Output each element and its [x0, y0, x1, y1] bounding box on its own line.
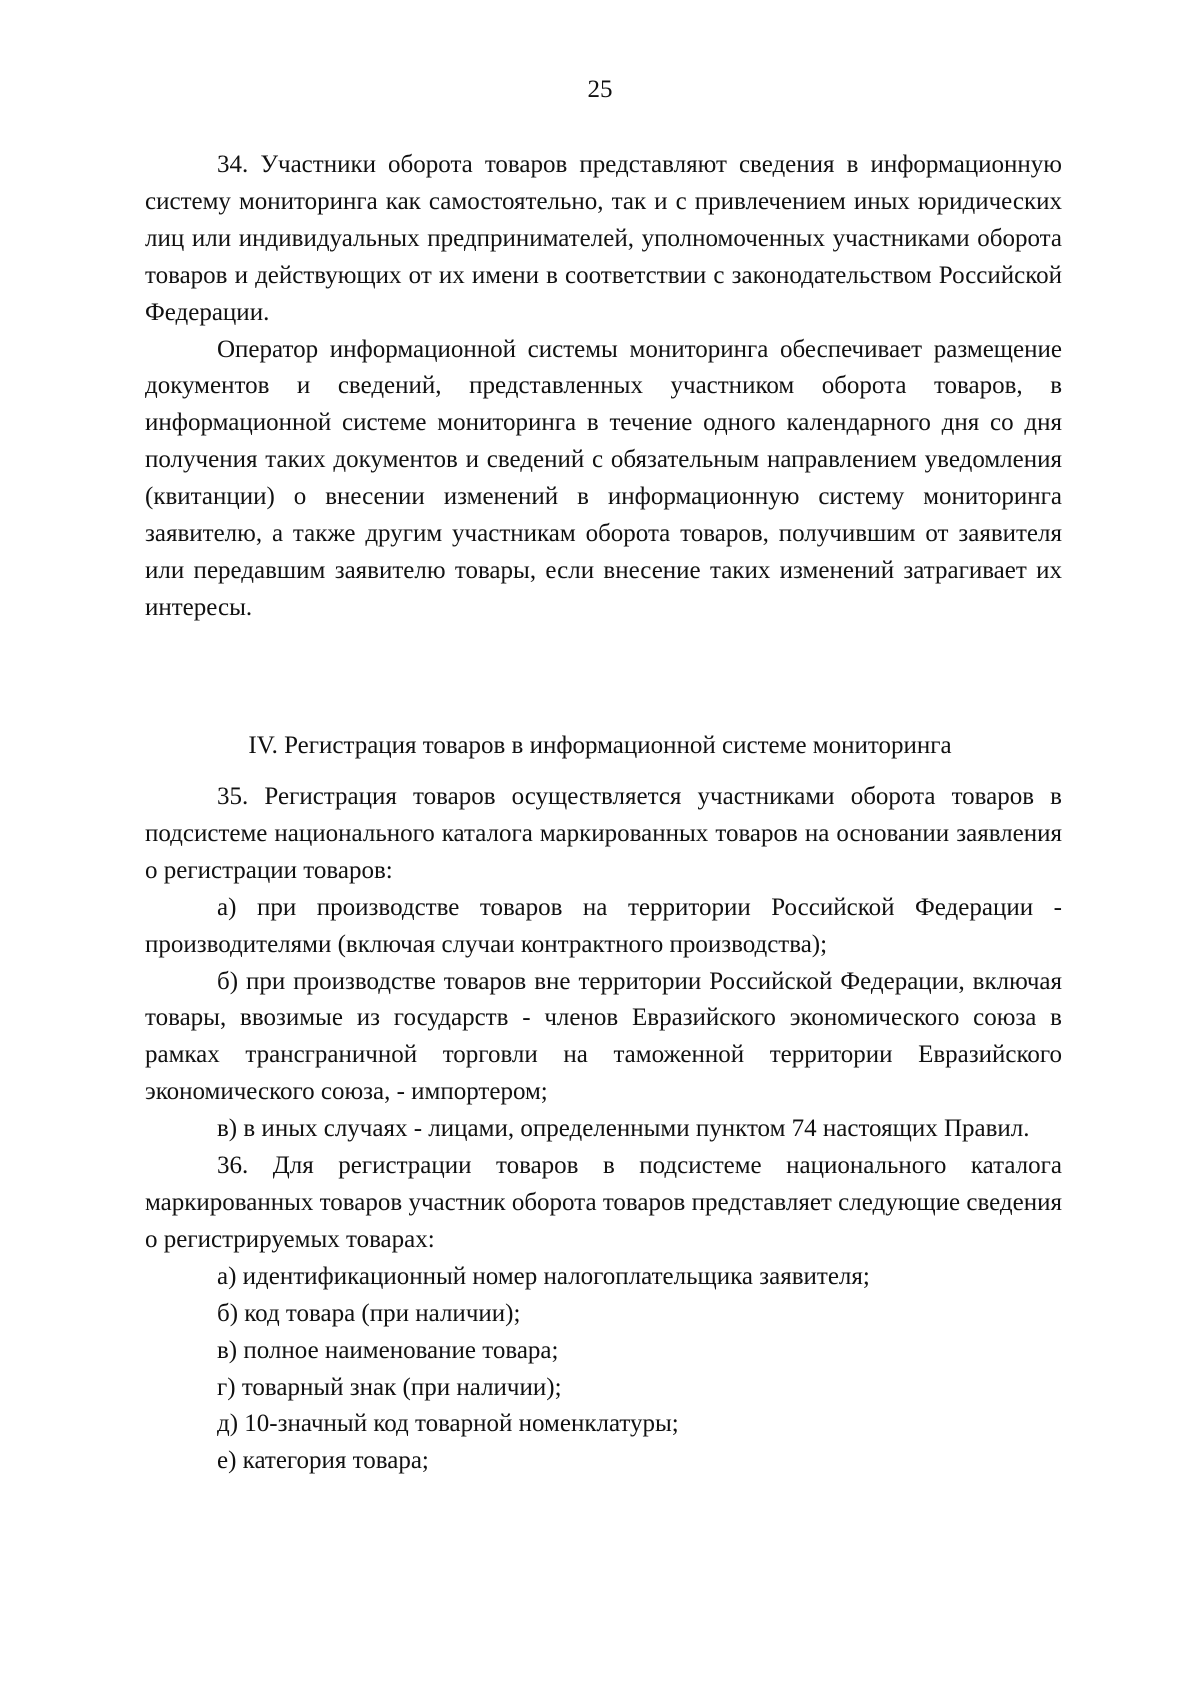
paragraph-35: 35. Регистрация товаров осуществляется участниками оборота товаров в подсистеме национального каталога маркированных товаров на основании заявления о регистрации товаров:	[145, 783, 1062, 884]
page-number: 25	[587, 76, 613, 103]
paragraph-operator: Оператор информационной системы мониторинга обеспечивает размещение документов и сведений, представленных участником оборота товаров, в информационной системе мониторинга в течение одного календарного дня со дня получения таких документов и сведений с обязательным направлением уведомления (квитанции) о внесении изменений в информационную систему мониторинга заявителю, а также другим участникам оборота товаров, получившим от заявителя или передавшим заявителю товары, если внесение таких изменений затрагивает их интересы.	[145, 335, 1062, 621]
paragraph-34: 34. Участники оборота товаров представляют сведения в информационную систему мониторинга как самостоятельно, так и с привлечением иных юридических лиц или индивидуальных предпринимателей, уполномоченных участниками оборота товаров и действующих от их имени в соответствии с законодательством Российской Федерации.	[145, 151, 1062, 326]
list-item: д) 10-значный код товарной номенклатуры;	[217, 1410, 679, 1438]
paragraph-35a: а) при производстве товаров на территории Российской Федерации - производителями (включая случаи контрактного производства);	[145, 893, 1062, 958]
list-item: е) категория товара;	[217, 1447, 429, 1475]
section-text-block	[145, 147, 1062, 627]
paragraph-36: 36. Для регистрации товаров в подсистеме национального каталога маркированных товаров участник оборота товаров представляет следующие сведения о регистрируемых товарах:	[145, 1152, 1062, 1253]
paragraph-35c: в) в иных случаях - лицами, определенными пунктом 74 настоящих Правил.	[217, 1115, 1030, 1143]
registration-text-block	[145, 779, 1062, 1480]
list-item: г) товарный знак (при наличии);	[217, 1373, 562, 1401]
section-heading: IV. Регистрация товаров в информационной системе мониторинга	[248, 732, 952, 759]
paragraph-35b: б) при производстве товаров вне территории Российской Федерации, включая товары, ввозимые из государств - членов Евразийского экономического союза в рамках трансграничной торговли на таможенной территории Евразийского экономического союза, - импортером;	[145, 967, 1062, 1106]
list-item: б) код товара (при наличии);	[217, 1299, 521, 1327]
list-item: а) идентификационный номер налогоплательщика заявителя;	[217, 1262, 870, 1290]
list-item: в) полное наименование товара;	[217, 1336, 559, 1364]
